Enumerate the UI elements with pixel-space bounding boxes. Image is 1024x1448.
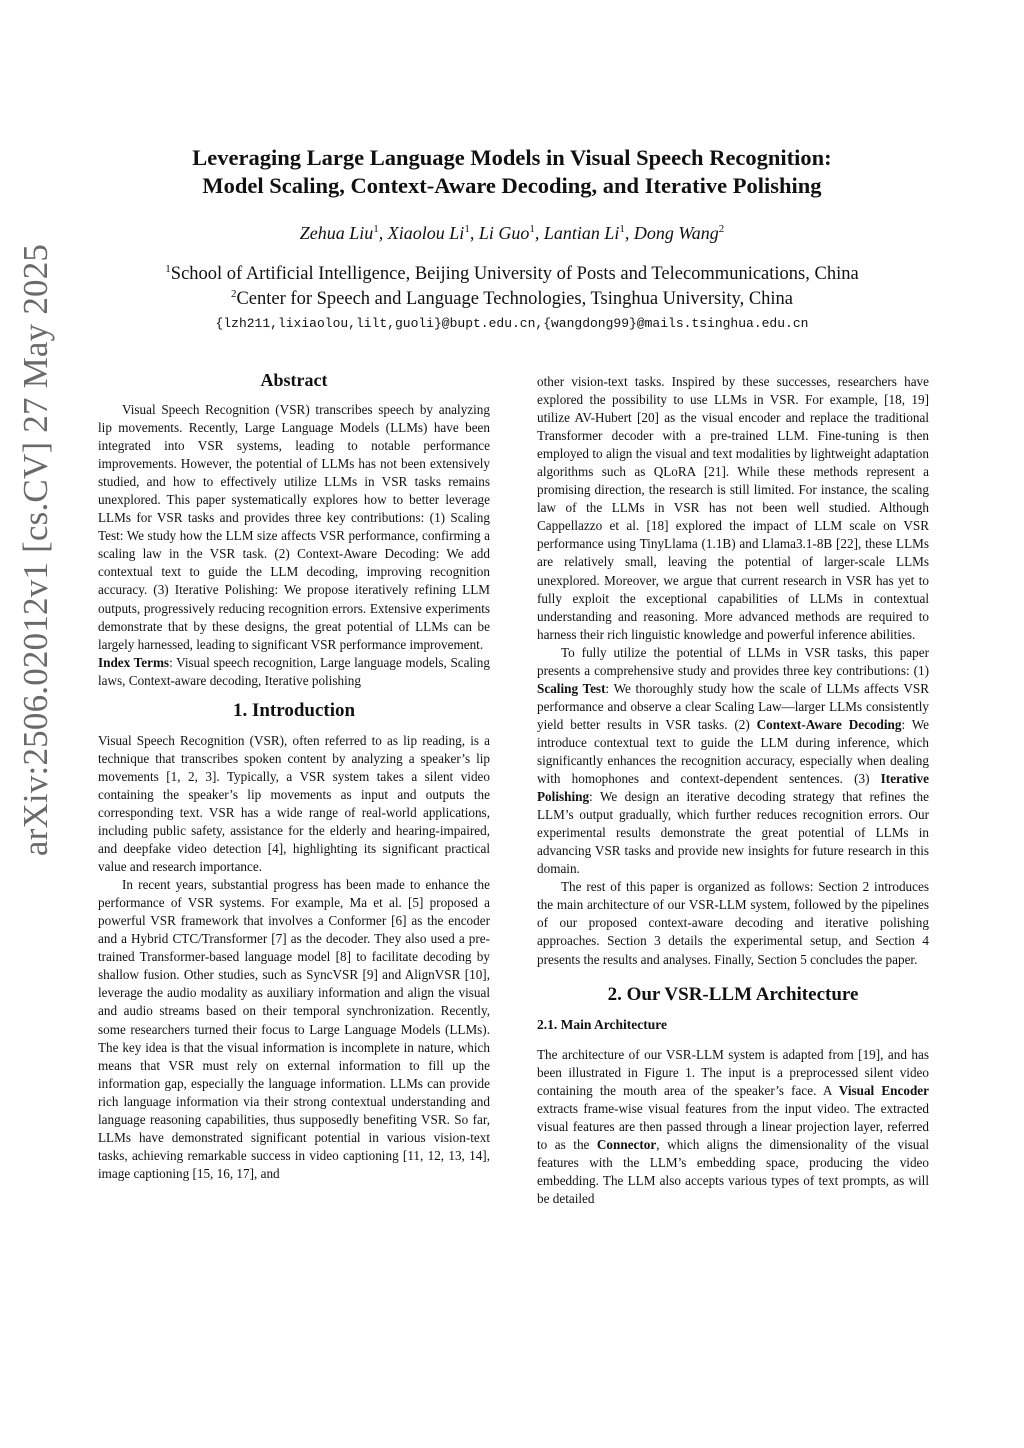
text-run: : We introduce contextual text to guide the LLM during inference, which significantly enhances the recognition accuracy, especially when dealing with homophones and context-dependent sentences. (3) bbox=[537, 716, 930, 787]
bold-term: Scaling Test bbox=[537, 680, 606, 696]
abstract-heading: Abstract bbox=[260, 370, 328, 390]
text-run: : We design an iterative decoding strategy that refines the LLM’s output gradually, which further reduces recognition errors. Our experimental results demonstrate the great potential of LLMs in advancing VSR tasks and provide new insights for future research in this domain. bbox=[537, 789, 929, 877]
intro-paragraph-2: In recent years, substantial progress has been made to enhance the performance of VSR systems. For example, Ma et al. [5] proposed a powerful VSR framework that involves a Conformer [6] as the encoder and a Hybrid CTC/Transformer [7] as the decoder. They also used a pre-trained Transformer-based language model [8] to facilitate decoding by shallow fusion. Other studies, such as SyncVSR [9] and AlignVSR [10], leverage the audio modality as auxiliary information and align the visual and audio streams based on their temporal synchronization. Recently, some researchers turned their focus to Large Language Models (LLMs). The key idea is that the visual information is incomplete in nature, which means that VSR must rely on external information to fill up the information gap, especially the language information. LLMs can provide rich language information via their strong contextual understanding and language reasoning capabilities, thus supposedly benefiting VSR. So far, LLMs have demonstrated significant potential in various vision-text tasks, achieving remarkable success in video captioning [11, 12, 13, 14], image captioning [15, 16, 17], and bbox=[98, 877, 490, 1181]
author-affiliation-mark: 1 bbox=[529, 223, 535, 235]
arxiv-identifier: arXiv:2506.02012v1 [cs.CV] 27 May 2025 bbox=[16, 243, 55, 857]
author-name: Zehua Liu bbox=[299, 223, 374, 243]
affiliation-text: Center for Speech and Language Technologies, Tsinghua University, China bbox=[236, 289, 794, 309]
bold-term: Context-Aware Decoding bbox=[756, 716, 902, 732]
author-name: Li Guo bbox=[478, 223, 530, 243]
subsection-heading-main-architecture: 2.1. Main Architecture bbox=[537, 1016, 667, 1032]
bold-term: Visual Encoder bbox=[838, 1082, 929, 1098]
text-run: To fully utilize the potential of LLMs in VSR tasks, this paper presents a comprehensive study and provides three key contributions: (1) bbox=[537, 644, 929, 678]
affiliation-2 bbox=[90, 289, 934, 310]
author-name: Lantian Li bbox=[543, 223, 620, 243]
author-name: Xiaolou Li bbox=[387, 223, 465, 243]
title-line-2: Model Scaling, Context-Aware Decoding, and Iterative Polishing bbox=[202, 173, 822, 198]
affiliation-text: School of Artificial Intelligence, Beijing University of Posts and Telecommunications, China bbox=[170, 264, 859, 284]
author-list: Zehua Liu$^1$, Xiaolou Li$^1$, Li Guo$^1$, Lantian Li$^1$, Dong Wang$^2$ bbox=[299, 223, 725, 243]
intro-paragraph-1: Visual Speech Recognition (VSR), often referred to as lip reading, is a technique that transcribes spoken content by analyzing a speaker’s lip movements [1, 2, 3]. Typically, a VSR system takes a silent video containing the speaker’s lip movements as input and outputs the corresponding text. VSR has a wide range of real-world applications, including public safety, assistance for the elderly and hearing-impaired, and deepfake video detection [4], highlighting its significant practical value and research importance. bbox=[98, 732, 490, 875]
affiliation-mark: 1 bbox=[165, 262, 171, 275]
author-emails: {lzh211,lixiaolou,lilt,guoli}@bupt.edu.cn,{wangdong99}@mails.tsinghua.edu.cn bbox=[215, 316, 809, 331]
text-run: The architecture of our VSR-LLM system is adapted from [19], and has been illustrated in Figure 1. The input is a preprocessed silent video containing the mouth area of the speaker’s face. A bbox=[537, 1046, 929, 1098]
text-run: , which aligns the dimensionality of the visual features with the LLM’s embedding space, producing the video embedding. The LLM also accepts various types of text prompts, as will be detailed bbox=[537, 1136, 929, 1206]
affiliation-mark: 2 bbox=[230, 287, 237, 300]
text-run: extracts frame-wise visual features from the input video. The extracted visual features are then passed through a linear projection layer, referred to as the bbox=[537, 1100, 929, 1152]
bold-term: Iterative Polishing bbox=[537, 771, 929, 805]
index-terms-text: : Visual speech recognition, Large language models, Scaling laws, Context-aware decoding, Iterative polishing bbox=[98, 654, 490, 688]
title-line-1: Leveraging Large Language Models in Visual Speech Recognition: bbox=[192, 145, 832, 170]
section-heading-architecture: 2. Our VSR-LLM Architecture bbox=[607, 983, 859, 1005]
intro-paragraph-5: The rest of this paper is organized as follows: Section 2 introduces the main architecture of our VSR-LLM system, followed by the pipelines of our proposed context-aware decoding and iterative polishing approaches. Section 3 details the experimental setup, and Section 4 presents the results and analyses. Finally, Section 5 concludes the paper. bbox=[537, 879, 929, 967]
left-column bbox=[98, 369, 490, 1183]
index-terms-label: Index Terms bbox=[98, 654, 170, 670]
affiliation-1 bbox=[90, 264, 934, 285]
text-run: : We thoroughly study how the scale of LLMs affects VSR performance and observe a clear Scaling Law—larger LLMs consistently yield better results in VSR tasks. (2) bbox=[537, 680, 929, 732]
intro-paragraph-3: other vision-text tasks. Inspired by these successes, researchers have explored the possibility to use LLMs in VSR. For example, [18, 19] utilize AV-Hubert [20] as the visual encoder and replace the traditional Transformer decoder with a pre-trained LLM. Fine-tuning is then employed to align the visual and text modalities by lightweight adaptation algorithms such as QLoRA [21]. While these methods represent a promising direction, the research is still limited. For instance, the scaling law of the LLMs in VSR has not been well studied. Although Cappellazzo et al. [18] explored the impact of LLM scale on VSR performance using TinyLlama (1.1B) and Llama3.1-8B [22], these LLMs are relatively small, leaving the potential of larger-scale LLMs unexplored. Moreover, we argue that current research in VSR has yet to fully exploit the exceptional capabilities of LLMs in contextual understanding and reasoning. More advanced methods are required to harness their rich linguistic knowledge and powerful inference abilities. bbox=[537, 374, 929, 642]
section-heading-introduction: 1. Introduction bbox=[232, 699, 356, 721]
author-affiliation-mark: 1 bbox=[464, 223, 470, 235]
author-affiliation-mark: 1 bbox=[373, 223, 379, 235]
author-affiliation-mark: 1 bbox=[619, 223, 625, 235]
index-terms bbox=[98, 654, 490, 690]
author-name: Dong Wang bbox=[633, 223, 719, 243]
architecture-paragraph bbox=[537, 1046, 929, 1208]
right-column bbox=[537, 373, 929, 1208]
abstract-text: Visual Speech Recognition (VSR) transcribes speech by analyzing lip movements. Recently, Large Language Models (LLMs) have been integrated into VSR systems, leading to notable performance improvements. However, the potential of LLMs has not been extensively studied, and how to effectively utilize LLMs in VSR tasks remains unexplored. This paper systematically explores how to better leverage LLMs for VSR tasks and provides three key contributions: (1) Scaling Test: We study how the LLM size affects VSR performance, confirming a scaling law in the VSR task. (2) Context-Aware Decoding: We add contextual text to guide the LLM decoding, improving recognition accuracy. (3) Iterative Polishing: We propose iteratively refining LLM outputs, progressively reducing recognition errors. Extensive experiments demonstrate that by these designs, the great potential of LLMs can be largely harnessed, leading to significant VSR performance improvement. bbox=[98, 402, 490, 652]
bold-term: Connector bbox=[596, 1136, 657, 1152]
paper-title bbox=[90, 144, 934, 200]
intro-paragraph-4 bbox=[537, 644, 929, 879]
author-affiliation-mark: 2 bbox=[718, 223, 725, 235]
